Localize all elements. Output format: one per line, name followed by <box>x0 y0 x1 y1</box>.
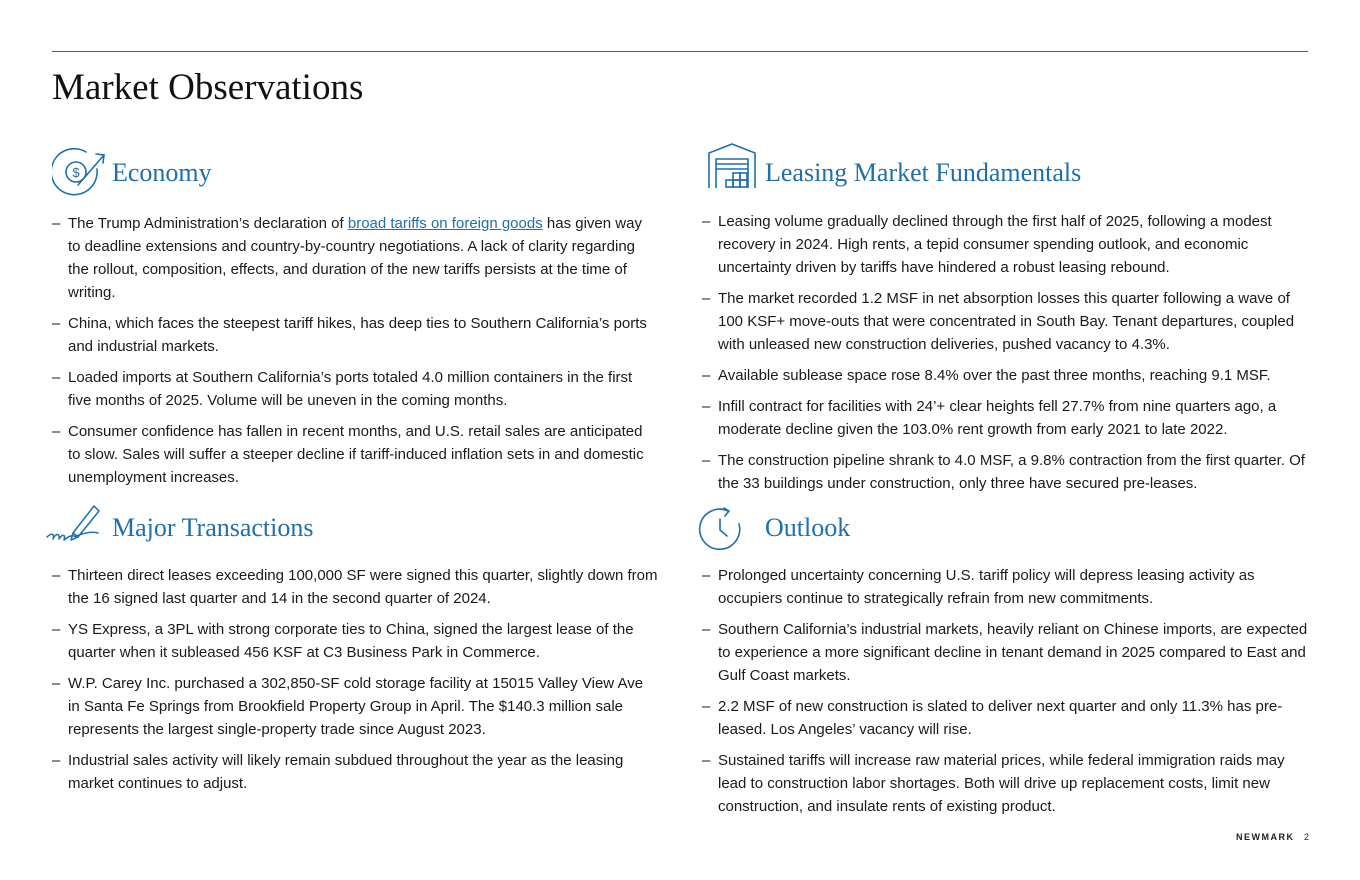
list-item <box>52 212 658 304</box>
section-economy <box>52 146 658 497</box>
list-item: – Southern California’s industrial markets, heavily reliant on Chinese imports, are expected to experience a more significant decline in tenant demand in 2025 compared to East and Gulf Coast markets. <box>702 618 1308 687</box>
section-header <box>702 146 1308 206</box>
list-item: – YS Express, a 3PL with strong corporate ties to China, signed the largest lease of the quarter when it subleased 456 KSF at C3 Business Park in Commerce. <box>52 618 658 664</box>
section-header <box>702 501 1308 561</box>
section-transactions <box>52 501 658 803</box>
list-item: – Sustained tariffs will increase raw material prices, while federal immigration raids may lead to construction labor shortages. Both will drive up replacement costs, limit new construction, and insulate rents of existing product. <box>702 749 1308 818</box>
svg-text:$: $ <box>72 165 80 180</box>
top-rule <box>52 51 1308 52</box>
list-item: – W.P. Carey Inc. purchased a 302,850-SF cold storage facility at 15015 Valley View Ave in Santa Fe Springs from Brookfield Property Group in April. The $140.3 million sale represents the largest single-property trade since August 2023. <box>52 672 658 741</box>
list-item: – The market recorded 1.2 MSF in net absorption losses this quarter following a wave of 100 KSF+ move-outs that were concentrated in South Bay. Tenant departures, coupled with unleased new construction deliveries, pushed vacancy to 4.3%. <box>702 287 1308 356</box>
list-item: – China, which faces the steepest tariff hikes, has deep ties to Southern California’s ports and industrial markets. <box>52 312 658 358</box>
warehouse-icon <box>707 143 757 191</box>
section-title: Major Transactions <box>112 513 314 542</box>
section-title: Economy <box>112 158 212 187</box>
list-item-text: has given way to deadline extensions and country-by-country negotiations. A lack of clarity regarding the rollout, composition, effects, and duration of the new tariffs persists at the time of writing. <box>68 215 642 301</box>
bullet-list <box>52 564 658 795</box>
bullet-list <box>702 564 1308 818</box>
list-item: – Consumer confidence has fallen in recent months, and U.S. retail sales are anticipated to slow. Sales will suffer a steeper decline if tariff-induced inflation sets in and domestic unemployment increases. <box>52 420 658 489</box>
page-title: Market Observations <box>52 67 364 108</box>
list-item: – The construction pipeline shrank to 4.0 MSF, a 9.8% contraction from the first quarter. Of the 33 buildings under construction, only three have secured pre-leases. <box>702 449 1308 495</box>
clock-cycle-icon <box>698 505 746 555</box>
tariffs-link[interactable]: broad tariffs on foreign goods <box>347 215 543 232</box>
section-header <box>52 501 658 561</box>
signature-pen-icon <box>46 503 102 549</box>
list-item: – Infill contract for facilities with 24’+ clear heights fell 27.7% from nine quarters ago, a moderate decline given the 103.0% rent growth from early 2021 to late 2022. <box>702 395 1308 441</box>
section-outlook <box>702 501 1308 826</box>
page-number: 2 <box>1304 832 1310 842</box>
section-leasing <box>702 146 1308 503</box>
list-item: – Industrial sales activity will likely remain subdued throughout the year as the leasing market continues to adjust. <box>52 749 658 795</box>
list-item: – Thirteen direct leases exceeding 100,000 SF were signed this quarter, slightly down from the 16 signed last quarter and 14 in the second quarter of 2024. <box>52 564 658 610</box>
dollar-cycle-icon <box>52 147 108 199</box>
list-item: – Available sublease space rose 8.4% over the past three months, reaching 9.1 MSF. <box>702 364 1308 387</box>
section-title: Outlook <box>765 513 851 542</box>
list-item-text: The Trump Administration’s declaration of <box>68 215 348 232</box>
section-title: Leasing Market Fundamentals <box>765 158 1082 187</box>
list-item: – Prolonged uncertainty concerning U.S. tariff policy will depress leasing activity as occupiers continue to strategically refrain from new commitments. <box>702 564 1308 610</box>
bullet-list <box>702 210 1308 495</box>
list-item: – Loaded imports at Southern California’s ports totaled 4.0 million containers in the first five months of 2025. Volume will be uneven in the coming months. <box>52 366 658 412</box>
list-item: – Leasing volume gradually declined through the first half of 2025, following a modest recovery in 2024. High rents, a tepid consumer spending outlook, and economic uncertainty driven by tariffs have hindered a robust leasing rebound. <box>702 210 1308 279</box>
section-header <box>52 146 658 206</box>
footer-brand: NEWMARK <box>1236 832 1295 842</box>
list-item: – 2.2 MSF of new construction is slated to deliver next quarter and only 11.3% has pre-leased. Los Angeles’ vacancy will rise. <box>702 695 1308 741</box>
bullet-list <box>52 212 658 489</box>
